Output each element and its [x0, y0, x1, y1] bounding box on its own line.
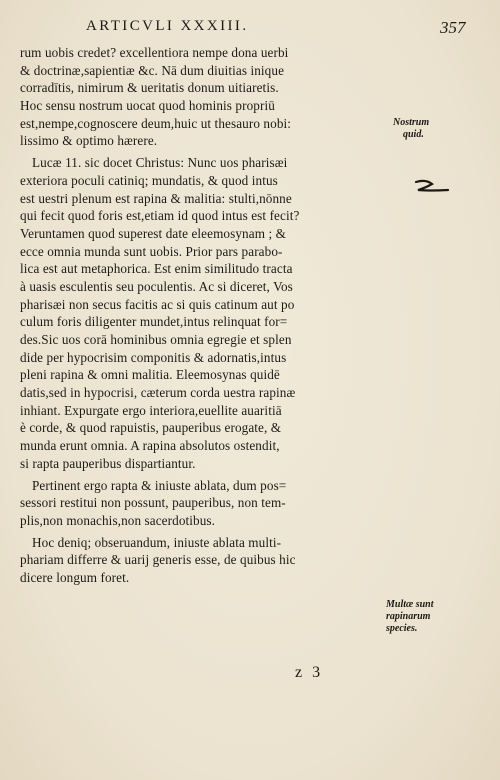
text-line: Pertinent ergo rapta & iniuste ablata, dum pos= — [32, 477, 287, 493]
ink-mark-icon — [412, 176, 452, 198]
page-header — [0, 6, 500, 46]
text-line: lica est aut metaphorica. Est enim similitudo tracta — [20, 261, 293, 277]
text-line: dicere longum foret. — [20, 569, 130, 585]
text-line: est,nempe,cognoscere deum,huic ut thesauro nobi: — [20, 115, 292, 131]
marginal-note-line: quid. — [403, 129, 424, 140]
text-line: Veruntamen quod superest date eleemosynam ; & — [20, 225, 286, 241]
text-line: pharisæi non secus facitis ac si quis catinum aut po — [20, 296, 295, 312]
text-line: Hoc deniq; obseruandum, iniuste ablata multi- — [32, 534, 282, 550]
signature-catchword: z 3 — [295, 664, 324, 681]
text-line: si rapta pauperibus dispartiantur. — [20, 455, 196, 471]
text-line: dide per hypocrisim componitis & adornatis,intus — [20, 349, 287, 365]
text-line: Lucæ 11. sic docet Christus: Nunc uos pharisæi — [32, 155, 288, 171]
text-line: inhiant. Expurgate ergo interiora,euellite auaritiā — [20, 402, 282, 418]
text-line: rum uobis credet? excellentiora nempe dona uerbi — [20, 45, 289, 60]
marginal-note-nostrum — [393, 117, 429, 141]
text-line: Hoc sensu nostrum uocat quod hominis propriū — [20, 98, 275, 114]
text-line: phariam differre & uarij generis esse, de quibus hic — [20, 552, 296, 568]
text-line: datis,sed in hypocrisi, cæterum corda uestra rapinæ — [20, 385, 296, 401]
marginal-note-line: Multæ sunt — [386, 599, 434, 610]
text-line: & doctrinæ,sapientiæ &c. Nā dum diuitias inique — [20, 62, 285, 78]
text-line: à uasis esculentis seu poculentis. Ac si diceret, Vos — [20, 278, 293, 294]
text-line: culum foris diligenter mundet,intus relinquat for= — [20, 314, 288, 330]
page-number: 357 — [440, 18, 466, 37]
running-title: ARTICVLI XXXIII. — [86, 18, 249, 34]
text-line: pleni rapina & omni malitia. Eleemosynas quidē — [20, 367, 280, 383]
marginal-note-line: species. — [386, 623, 418, 634]
text-line: lissimo & optimo hærere. — [20, 133, 158, 149]
text-line: sessori restitui non possunt, pauperibus, non tem- — [20, 495, 286, 511]
text-line: corradītis, nimirum & ueritatis donum uitiaretis. — [20, 80, 279, 96]
text-line: est uestri plenum est rapina & malitia: stulti,nōnne — [20, 190, 292, 206]
marginal-note-line: rapinarum — [386, 611, 431, 622]
text-line: ecce omnia munda sunt uobis. Prior pars parabo- — [20, 243, 283, 259]
marginal-note-species — [386, 599, 434, 635]
marginal-note-line: Nostrum — [393, 117, 430, 128]
text-line: plis,non monachis,non sacerdotibus. — [20, 512, 216, 528]
text-line: munda erunt omnia. A rapina absolutos ostendit, — [20, 438, 280, 454]
text-line: è corde, & quod rapuistis, pauperibus erogate, & — [20, 420, 282, 436]
text-line: qui fecit quod foris est,etiam id quod intus est fecit? — [20, 208, 300, 224]
text-line: exteriora poculi catiniq; mundatis, & quod intus — [20, 172, 278, 188]
text-line: des.Sic uos corā hominibus omnia egregie et splen — [20, 332, 292, 347]
body-text — [20, 44, 388, 587]
